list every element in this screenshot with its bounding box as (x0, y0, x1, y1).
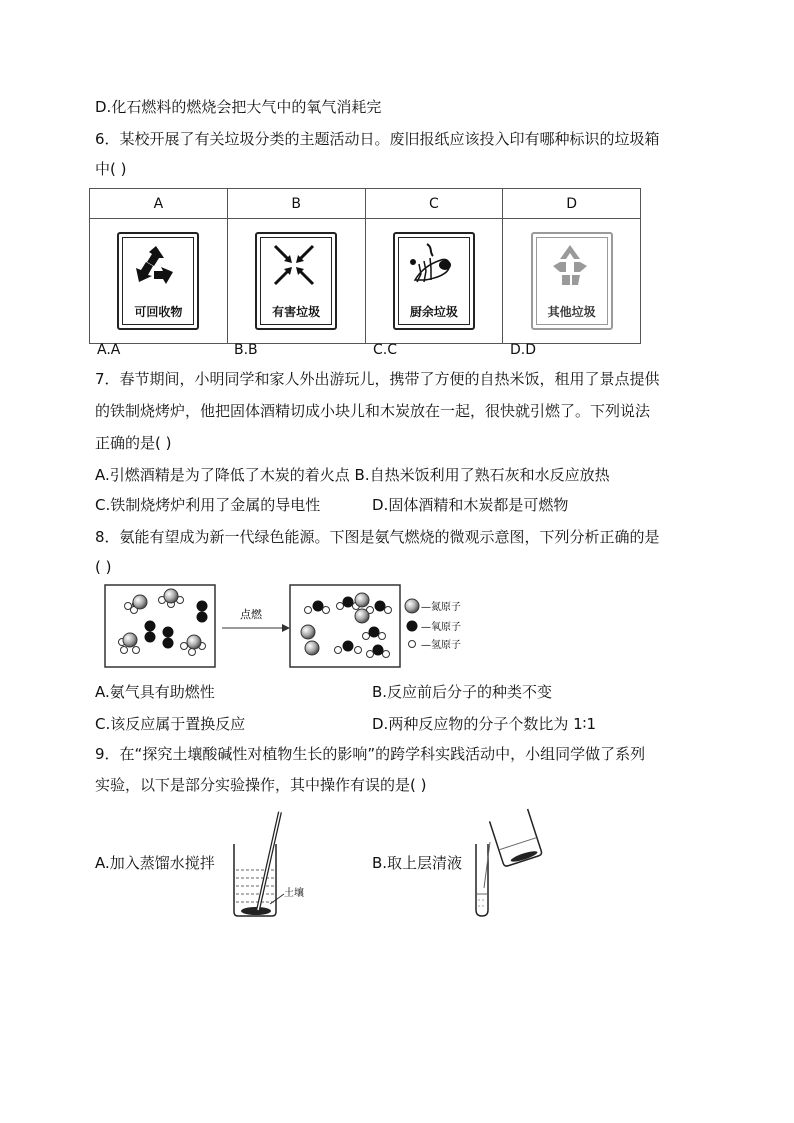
hazardous-bin (255, 232, 337, 330)
bin-cell-b (227, 219, 365, 344)
other-waste-bin (531, 232, 613, 330)
q6-answer-b: B.B (234, 342, 258, 358)
q8-stem-line2: ( ) (95, 558, 112, 576)
q6-bin-table (89, 188, 641, 344)
q6-answer-a: A.A (97, 342, 121, 358)
kitchen-waste-bin (393, 232, 475, 330)
arrow-label: 点燃 (240, 608, 262, 621)
reactant-molecules (119, 589, 208, 656)
bin-label-b: 有害垃圾 (272, 305, 321, 319)
other-waste-icon (547, 242, 593, 288)
q9-option-a: A.加入蒸馏水搅拌 (95, 854, 215, 872)
hazard-arrows-icon (271, 242, 317, 288)
beaker-stirring-figure (228, 810, 312, 920)
header-c: C (365, 189, 503, 219)
q6-answer-c: C.C (373, 342, 398, 358)
q8-option-d: D.两种反应物的分子个数比为 1∶1 (372, 715, 597, 733)
fish-bone-icon (407, 240, 457, 290)
recyclable-bin (117, 232, 199, 330)
q7-option-d: D.固体酒精和木炭都是可燃物 (372, 496, 569, 514)
bin-cell-d (503, 219, 641, 344)
q8-stem-line1: 8．氨能有望成为新一代绿色能源。下图是氨气燃烧的微观示意图，下列分析正确的是 (95, 528, 660, 546)
bin-label-c: 厨余垃圾 (409, 305, 458, 319)
q8-option-c: C.该反应属于置换反应 (95, 715, 246, 733)
legend-nitrogen: —氮原子 (421, 602, 461, 613)
legend-oxygen: —氧原子 (421, 622, 461, 633)
q7-stem-line1: 7．春节期间，小明同学和家人外出游玩儿，携带了方便的自热米饭，租用了景点提供 (95, 370, 660, 388)
q9-stem-line2: 实验，以下是部分实验操作，其中操作有误的是( ) (95, 776, 427, 794)
legend-hydrogen: —氢原子 (421, 640, 461, 651)
q9-stem-line1: 9．在“探究土壤酸碱性对植物生长的影响”的跨学科实践活动中，小组同学做了系列 (95, 745, 646, 763)
q6-answer-d: D.D (510, 342, 537, 358)
q6-stem-line1: 6．某校开展了有关垃圾分类的主题活动日。废旧报纸应该投入印有哪种标识的垃圾箱 (95, 130, 660, 148)
q8-option-a: A.氨气具有助燃性 (95, 683, 215, 701)
product-molecules (301, 593, 392, 658)
pour-supernatant-figure (466, 808, 546, 920)
ammonia-combustion-diagram (104, 584, 484, 670)
q6-stem-line2: 中( ) (95, 160, 127, 178)
q7-stem-line3: 正确的是( ) (95, 434, 172, 452)
q7-option-c: C.铁制烧烤炉利用了金属的导电性 (95, 496, 321, 514)
recycle-icon (133, 242, 179, 288)
atom-legend (405, 599, 461, 651)
q7-options-ab: A.引燃酒精是为了降低了木炭的着火点 B.自热米饭利用了熟石灰和水反应放热 (95, 466, 610, 484)
q7-stem-line2: 的铁制烧烤炉，他把固体酒精切成小块儿和木炭放在一起，很快就引燃了。下列说法 (95, 402, 651, 420)
bin-cell-a (90, 219, 228, 344)
q8-option-b: B.反应前后分子的种类不变 (372, 683, 553, 701)
q5-option-d: D.化石燃料的燃烧会把大气中的氧气消耗完 (95, 98, 382, 116)
bin-label-d: 其他垃圾 (547, 305, 596, 319)
bin-cell-c (365, 219, 503, 344)
bin-label-a: 可回收物 (134, 305, 183, 319)
q9-option-b: B.取上层清液 (372, 854, 463, 872)
soil-label: 土壤 (284, 888, 304, 899)
header-b: B (227, 189, 365, 219)
header-a: A (90, 189, 228, 219)
header-d: D (503, 189, 641, 219)
